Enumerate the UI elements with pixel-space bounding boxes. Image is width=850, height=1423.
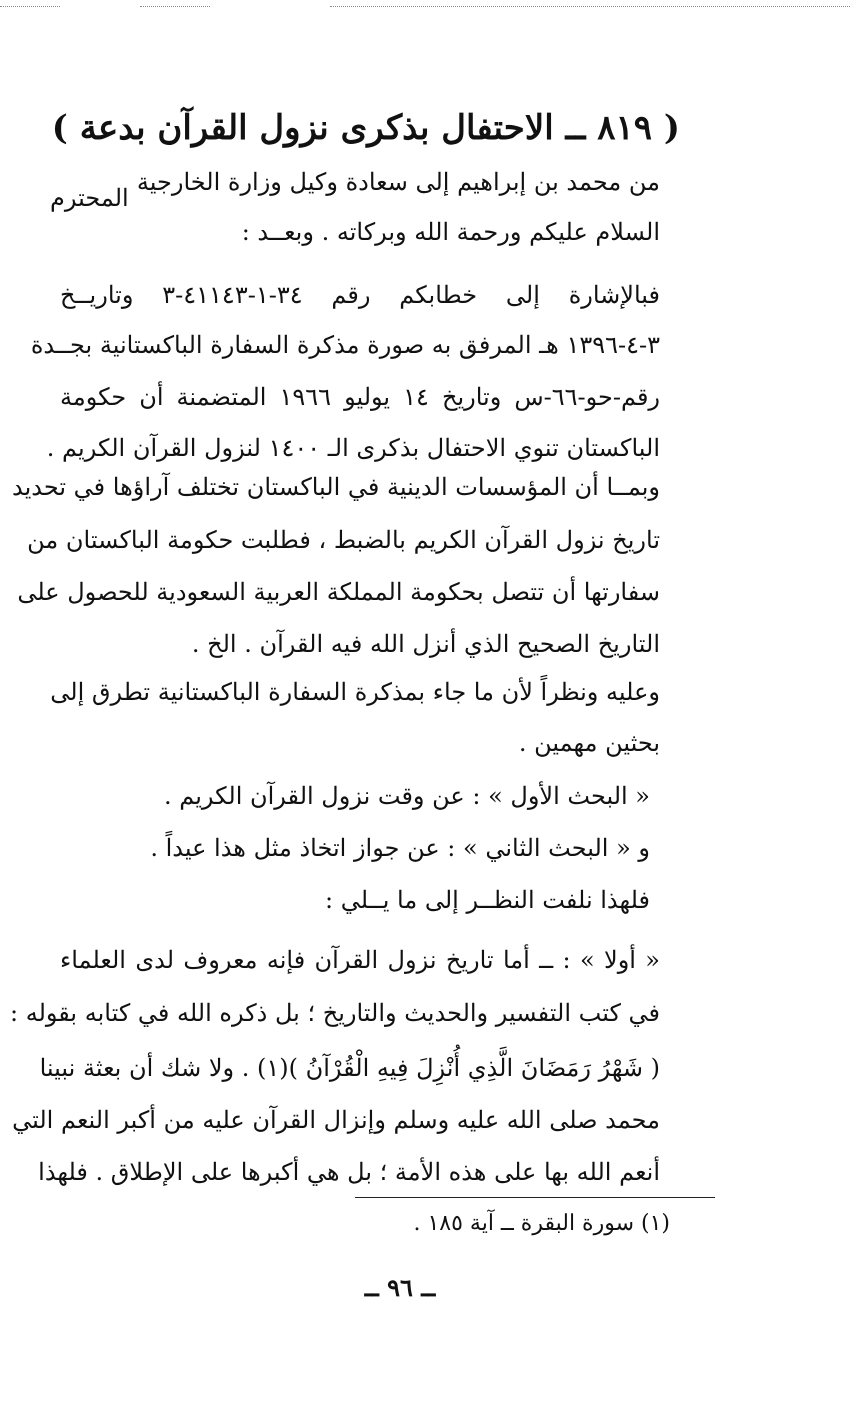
paragraph-line: وبمــا أن المؤسسات الدينية في الباكستان تختلف آراؤها في تحديد [12, 473, 660, 501]
paragraph-line: بحثين مهمين . [518, 729, 660, 757]
paragraph-line: سفارتها أن تتصل بحكومة المملكة العربية السعودية للحصول على [17, 578, 660, 606]
paragraph-line: محمد صلى الله عليه وسلم وإنزال القرآن عليه من أكبر النعم التي [12, 1106, 660, 1134]
paragraph-line: فبالإشارة إلى خطابكم رقم ٣٤-١-٤١١٤٣-٣ وتاريــخ [60, 281, 660, 309]
paragraph-line: تاريخ نزول القرآن الكريم بالضبط ، فطلبت حكومة الباكستان من [27, 526, 660, 554]
topic-first: « البحث الأول » : عن وقت نزول القرآن الكريم . [164, 782, 650, 810]
addressee-honorific: المحترم [50, 184, 129, 212]
topic-second: و « البحث الثاني » : عن جواز اتخاذ مثل هذا عيداً . [150, 834, 650, 862]
paragraph-line: ٣-٤-١٣٩٦ هـ المرفق به صورة مذكرة السفارة الباكستانية بجــدة [30, 331, 660, 359]
paragraph-line: « أولا » : ــ أما تاريخ نزول القرآن فإنه معروف لدى العلماء [60, 946, 660, 974]
paragraph-line: الباكستان تنوي الاحتفال بذكرى الـ ١٤٠٠ لنزول القرآن الكريم . [46, 434, 660, 462]
page-number: ــ ٩٦ ــ [364, 1273, 436, 1302]
paragraph-line: رقم-حو-٦٦-س وتاريخ ١٤ يوليو ١٩٦٦ المتضمنة أن حكومة [60, 383, 661, 411]
scan-mark-top [330, 6, 850, 7]
transition-line: فلهذا نلفت النظــر إلى ما يــلي : [325, 886, 650, 914]
footnote-separator [355, 1197, 715, 1198]
scan-mark-top [140, 6, 210, 7]
scan-mark-top [0, 6, 60, 7]
paragraph-line: في كتب التفسير والحديث والتاريخ ؛ بل ذكره الله في كتابه بقوله : [9, 999, 660, 1027]
addressee-line [50, 162, 660, 212]
paragraph-line: وعليه ونظراً لأن ما جاء بمذكرة السفارة الباكستانية تطرق إلى [50, 678, 660, 706]
paragraph-line: التاريخ الصحيح الذي أنزل الله فيه القرآن . الخ . [191, 630, 660, 658]
footnote: (١) سورة البقرة ــ آية ١٨٥ . [413, 1211, 670, 1236]
page-title: ( ٨١٩ ــ الاحتفال بذكرى نزول القرآن بدعة ) [51, 108, 680, 148]
paragraph-line: أنعم الله بها على هذه الأمة ؛ بل هي أكبرها على الإطلاق . فلهذا [38, 1158, 660, 1186]
paragraph-line: ( شَهْرُ رَمَضَانَ الَّذِي أُنْزِلَ فِيهِ الْقُرْآنُ )(١) . ولا شك أن بعثة نبينا [39, 1054, 660, 1082]
addressee-from: من محمد بن إبراهيم إلى سعادة وكيل وزارة الخارجية [136, 168, 660, 196]
greeting: السلام عليكم ورحمة الله وبركاته . وبعــد : [241, 218, 660, 246]
